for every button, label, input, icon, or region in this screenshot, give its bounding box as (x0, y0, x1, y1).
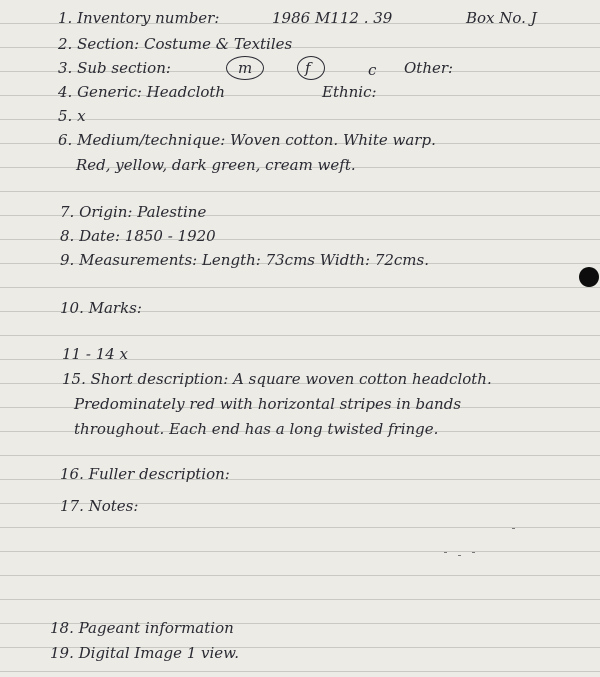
line-origin: 7. Origin: Palestine (60, 203, 207, 221)
paper-speck (458, 555, 461, 556)
line-11-14: 11 - 14 x (62, 345, 129, 363)
sub-section-f-circled (297, 56, 325, 80)
paper-speck (472, 552, 475, 553)
line-measurements: 9. Measurements: Length: 73cms Width: 72cms. (60, 251, 430, 269)
line-marks: 10. Marks: (60, 299, 142, 317)
line-sub-section: 3. Sub section: (58, 59, 171, 77)
line-medium-technique-cont: Red, yellow, dark green, cream weft. (76, 156, 356, 174)
paper-speck (512, 528, 515, 529)
line-medium-technique: 6. Medium/technique: Woven cotton. White warp. (58, 131, 436, 149)
line-5: 5. x (58, 107, 86, 125)
sub-section-c: c (368, 61, 377, 79)
line-digital-image: 19. Digital Image 1 view. (50, 644, 240, 662)
line-short-description-2: Predominately red with horizontal stripes in bands (74, 395, 462, 413)
inventory-number-value: 1986 M112 . 39 (272, 9, 393, 27)
punch-hole (579, 267, 599, 287)
box-number: Box No. J (466, 9, 537, 27)
line-short-description-3: throughout. Each end has a long twisted fringe. (74, 420, 439, 438)
line-section: 2. Section: Costume & Textiles (58, 35, 293, 53)
sub-section-other: Other: (404, 59, 454, 77)
line-fuller-description: 16. Fuller description: (60, 465, 230, 483)
paper-speck (444, 552, 447, 553)
line-short-description: 15. Short description: A square woven cotton headcloth. (62, 370, 492, 388)
line-generic: 4. Generic: Headcloth (58, 83, 226, 101)
sub-section-m: m (238, 59, 253, 77)
line-pageant-information: 18. Pageant information (50, 619, 234, 637)
line-date: 8. Date: 1850 - 1920 (60, 227, 216, 245)
line-inventory-number: 1. Inventory number: (58, 9, 220, 27)
line-notes: 17. Notes: (60, 497, 139, 515)
ethnic-label: Ethnic: (322, 83, 377, 101)
sub-section-f: f (305, 59, 311, 77)
